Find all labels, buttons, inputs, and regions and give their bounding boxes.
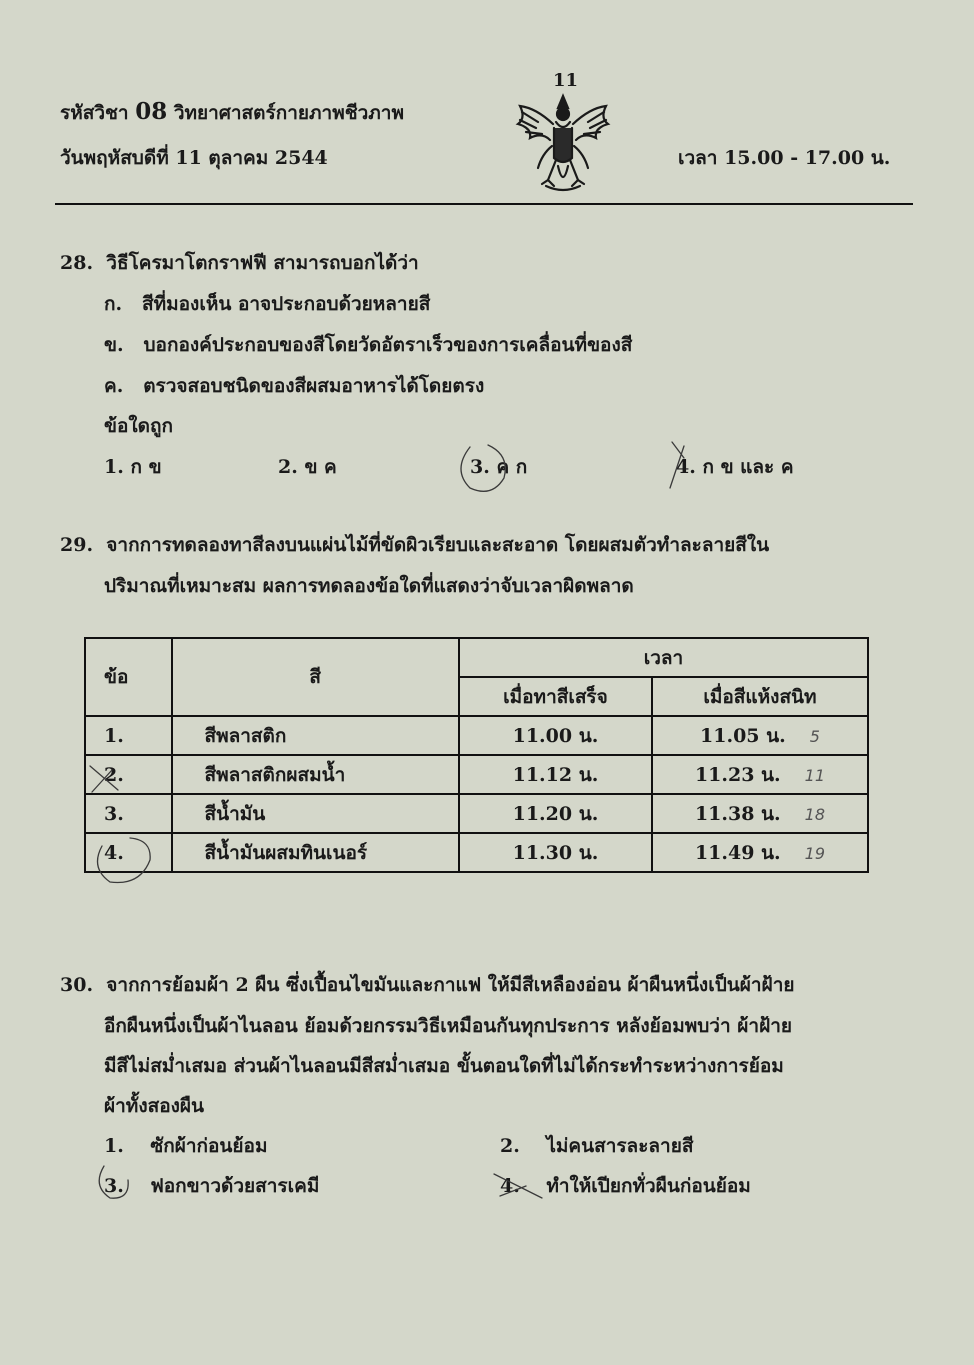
choice-label: 2. xyxy=(500,1135,520,1157)
question-number: 28. xyxy=(60,252,94,274)
cell-painted: 11.30 น. xyxy=(459,833,652,872)
question-text: จากการทดลองทาสีลงบนแผ่นไม้ที่ขัดผิวเรียบและสะอาด โดยผสมตัวทำละลายสีใน xyxy=(106,534,770,556)
statement-label: ข. xyxy=(104,334,124,356)
statement-c xyxy=(104,371,484,401)
page-number: 11 xyxy=(553,70,579,91)
table-row xyxy=(85,833,868,872)
cell-item: 1. xyxy=(85,716,172,755)
choice-1[interactable]: 1. ก ข xyxy=(104,456,162,478)
handwritten-note: 11 xyxy=(804,765,826,785)
cell-dry xyxy=(652,794,868,833)
handwritten-note: 5 xyxy=(809,726,820,746)
col-header-painted: เมื่อทาสีเสร็จ xyxy=(459,677,652,716)
choice-4[interactable]: 4. ก ข และ ค xyxy=(676,456,794,478)
cell-dry xyxy=(652,755,868,794)
choice-2[interactable]: 2. ข ค xyxy=(278,456,337,478)
col-header-color: สี xyxy=(172,638,459,716)
question-30-line3: มีสีไม่สม่ำเสมอ ส่วนผ้าไนลอนมีสีสม่ำเสมอ ขั้นตอนใดที่ไม่ได้กระทำระหว่างการย้อม xyxy=(104,1055,784,1077)
question-text: วิธีโครมาโตกราฟฟี สามารถบอกได้ว่า xyxy=(106,252,419,274)
statement-text: บอกองค์ประกอบของสีโดยวัดอัตราเร็วของการเคลื่อนที่ของสี xyxy=(143,334,633,356)
course-prefix: รหัสวิชา xyxy=(60,102,129,124)
cell-painted: 11.12 น. xyxy=(459,755,652,794)
question-29-stem-line2: ปริมาณที่เหมาะสม ผลการทดลองข้อใดที่แสดงว่าจับเวลาผิดพลาด xyxy=(104,575,634,597)
header-divider xyxy=(55,203,913,205)
question-28-stem xyxy=(60,248,419,278)
col-header-dry: เมื่อสีแห้งสนิท xyxy=(652,677,868,716)
cell-painted: 11.00 น. xyxy=(459,716,652,755)
choice-3[interactable]: 3. ค ก xyxy=(470,456,528,478)
question-30-line4: ผ้าทั้งสองผืน xyxy=(104,1095,205,1117)
dry-time: 11.23 น. xyxy=(694,763,781,786)
table-row xyxy=(85,716,868,755)
question-text: จากการย้อมผ้า 2 ผืน ซึ่งเปื้อนไขมันและกาแฟ ให้มีสีเหลืองอ่อน ผ้าผืนหนึ่งเป็นผ้าฝ้าย xyxy=(106,974,795,996)
q30-choice-3[interactable] xyxy=(104,1171,319,1201)
drying-time-table xyxy=(84,637,869,873)
dry-time: 11.49 น. xyxy=(694,841,781,864)
cell-color: สีพลาสติก xyxy=(172,716,459,755)
dry-time: 11.05 น. xyxy=(700,724,786,747)
table-row xyxy=(85,794,868,833)
cell-item: 2. xyxy=(85,755,172,794)
choice-text: ไม่คนสารละลายสี xyxy=(546,1135,694,1157)
choice-label: 4. xyxy=(500,1175,520,1197)
statement-b xyxy=(104,330,632,360)
col-header-item: ข้อ xyxy=(85,638,172,716)
cell-dry xyxy=(652,833,868,872)
garuda-emblem-icon xyxy=(508,88,618,196)
choice-text: ฟอกขาวด้วยสารเคมี xyxy=(150,1175,320,1197)
question-29-stem xyxy=(60,530,769,560)
statement-text: ตรวจสอบชนิดของสีผสมอาหารได้โดยตรง xyxy=(143,375,485,397)
dry-time: 11.38 น. xyxy=(694,802,781,825)
exam-time: เวลา 15.00 - 17.00 น. xyxy=(678,147,891,169)
statement-label: ค. xyxy=(104,375,124,397)
handwritten-note: 19 xyxy=(804,843,826,863)
choice-text: ซักผ้าก่อนย้อม xyxy=(150,1135,268,1157)
cell-item: 4. xyxy=(85,833,172,872)
course-name: วิทยาศาสตร์กายภาพชีวภาพ xyxy=(173,102,404,124)
q30-choice-4[interactable] xyxy=(500,1171,751,1201)
statement-a xyxy=(104,289,430,319)
course-header xyxy=(60,98,404,128)
cell-color: สีน้ำมันผสมทินเนอร์ xyxy=(172,833,459,872)
cell-color: สีน้ำมัน xyxy=(172,794,459,833)
question-30-stem xyxy=(60,970,795,1000)
statement-label: ก. xyxy=(104,293,123,315)
question-30-line2: อีกผืนหนึ่งเป็นผ้าไนลอน ย้อมด้วยกรรมวิธีเหมือนกันทุกประการ หลังย้อมพบว่า ผ้าฝ้าย xyxy=(104,1015,792,1037)
handwritten-note: 18 xyxy=(804,804,826,824)
course-code: 08 xyxy=(135,98,168,125)
q30-choice-2[interactable] xyxy=(500,1131,693,1161)
choice-label: 3. xyxy=(104,1175,124,1197)
cell-item: 3. xyxy=(85,794,172,833)
question-prompt: ข้อใดถูก xyxy=(104,415,174,437)
choice-text: ทำให้เปียกทั่วผืนก่อนย้อม xyxy=(546,1175,751,1197)
cell-color: สีพลาสติกผสมน้ำ xyxy=(172,755,459,794)
table-row xyxy=(85,755,868,794)
statement-text: สีที่มองเห็น อาจประกอบด้วยหลายสี xyxy=(141,293,431,315)
col-header-time: เวลา xyxy=(459,638,868,677)
exam-date: วันพฤหัสบดีที่ 11 ตุลาคม 2544 xyxy=(60,147,328,169)
cell-painted: 11.20 น. xyxy=(459,794,652,833)
question-number: 29. xyxy=(60,534,94,556)
choice-label: 1. xyxy=(104,1135,124,1157)
q30-choice-1[interactable] xyxy=(104,1131,268,1161)
cell-dry xyxy=(652,716,868,755)
question-number: 30. xyxy=(60,974,94,996)
